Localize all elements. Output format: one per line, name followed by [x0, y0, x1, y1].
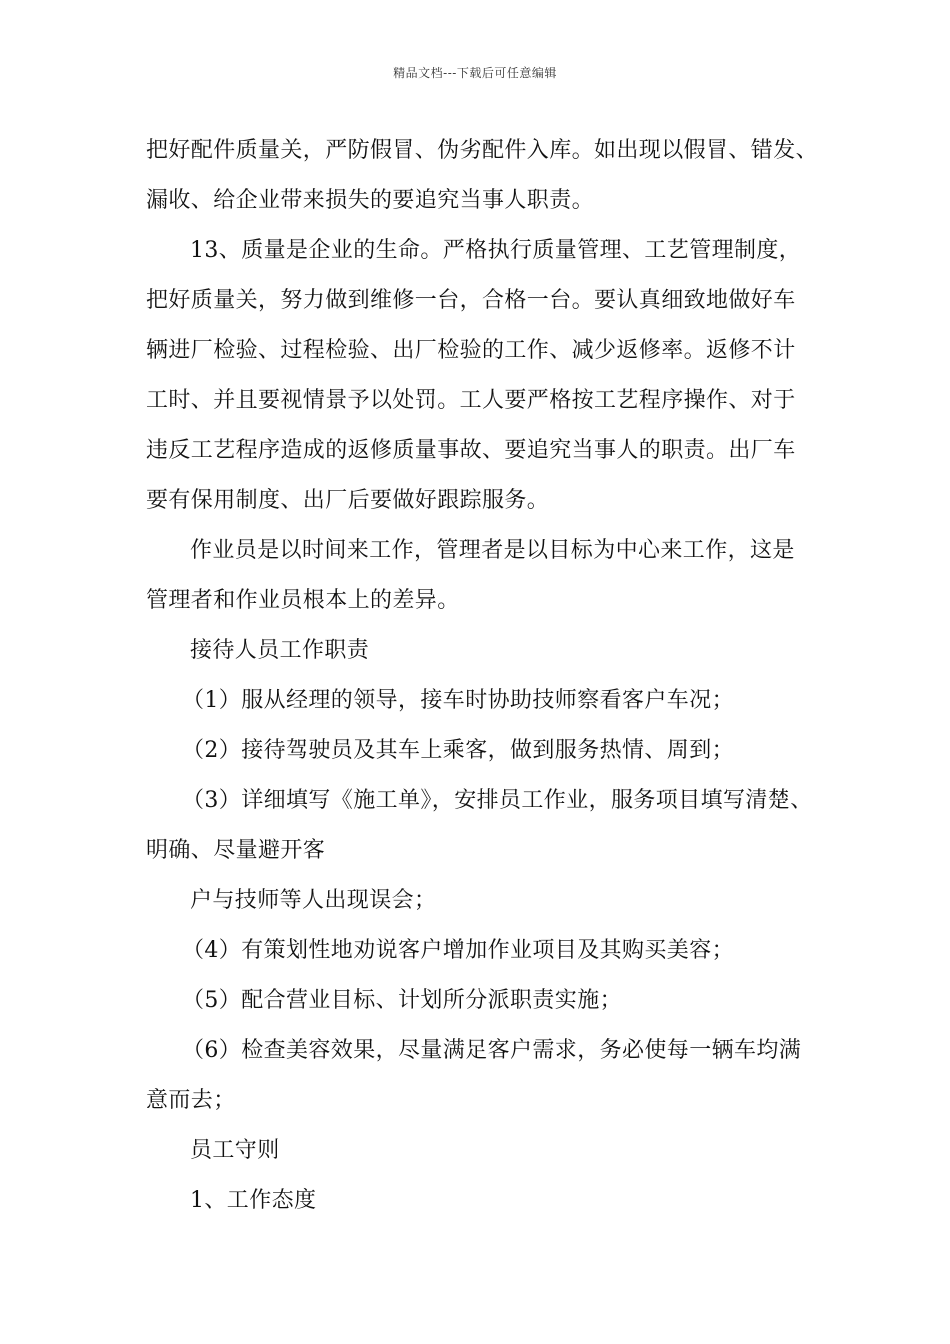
text-line: 户与技师等人出现误会；	[190, 888, 437, 913]
text-line: 辆进厂检验、过程检验、出厂检验的工作、减少返修率。返修不计	[146, 338, 796, 363]
list-item: （2）接待驾驶员及其车上乘客，做到服务热情、周到；	[182, 738, 734, 763]
section-heading: 接待人员工作职责	[190, 638, 370, 663]
document-body	[146, 126, 818, 1226]
text-line: 作业员是以时间来工作，管理者是以目标为中心来工作，这是	[190, 538, 795, 563]
text-line: 漏收、给企业带来损失的要追究当事人职责。	[146, 188, 595, 213]
text-line: 违反工艺程序造成的返修质量事故、要追究当事人的职责。出厂车	[146, 438, 796, 463]
text-line: 把好配件质量关，严防假冒、伪劣配件入库。如出现以假冒、错发、	[146, 138, 819, 163]
subsection-heading: 1、工作态度	[190, 1188, 317, 1213]
list-item: （4）有策划性地劝说客户增加作业项目及其购买美容；	[182, 938, 734, 963]
list-item-continuation: 明确、尽量避开客	[146, 838, 326, 863]
list-item: （3）详细填写《施工单》，安排员工作业，服务项目填写清楚、	[182, 788, 813, 813]
text-line: 13、质量是企业的生命。严格执行质量管理、工艺管理制度，	[190, 238, 802, 263]
text-line: 工时、并且要视情景予以处罚。工人要严格按工艺程序操作、对于	[146, 388, 796, 413]
text-line: 把好质量关，努力做到维修一台，合格一台。要认真细致地做好车	[146, 288, 796, 313]
text-line: 要有保用制度、出厂后要做好跟踪服务。	[146, 488, 550, 513]
list-item: （1）服从经理的领导，接车时协助技师察看客户车况；	[182, 688, 734, 713]
section-heading: 员工守则	[190, 1138, 280, 1163]
page-header: 精品文档---下载后可任意编辑	[393, 66, 557, 80]
list-item: （6）检查美容效果，尽量满足客户需求，务必使每一辆车均满	[182, 1038, 802, 1063]
list-item-continuation: 意而去；	[146, 1088, 236, 1113]
text-line: 管理者和作业员根本上的差异。	[146, 588, 460, 613]
list-item: （5）配合营业目标、计划所分派职责实施；	[182, 988, 622, 1013]
